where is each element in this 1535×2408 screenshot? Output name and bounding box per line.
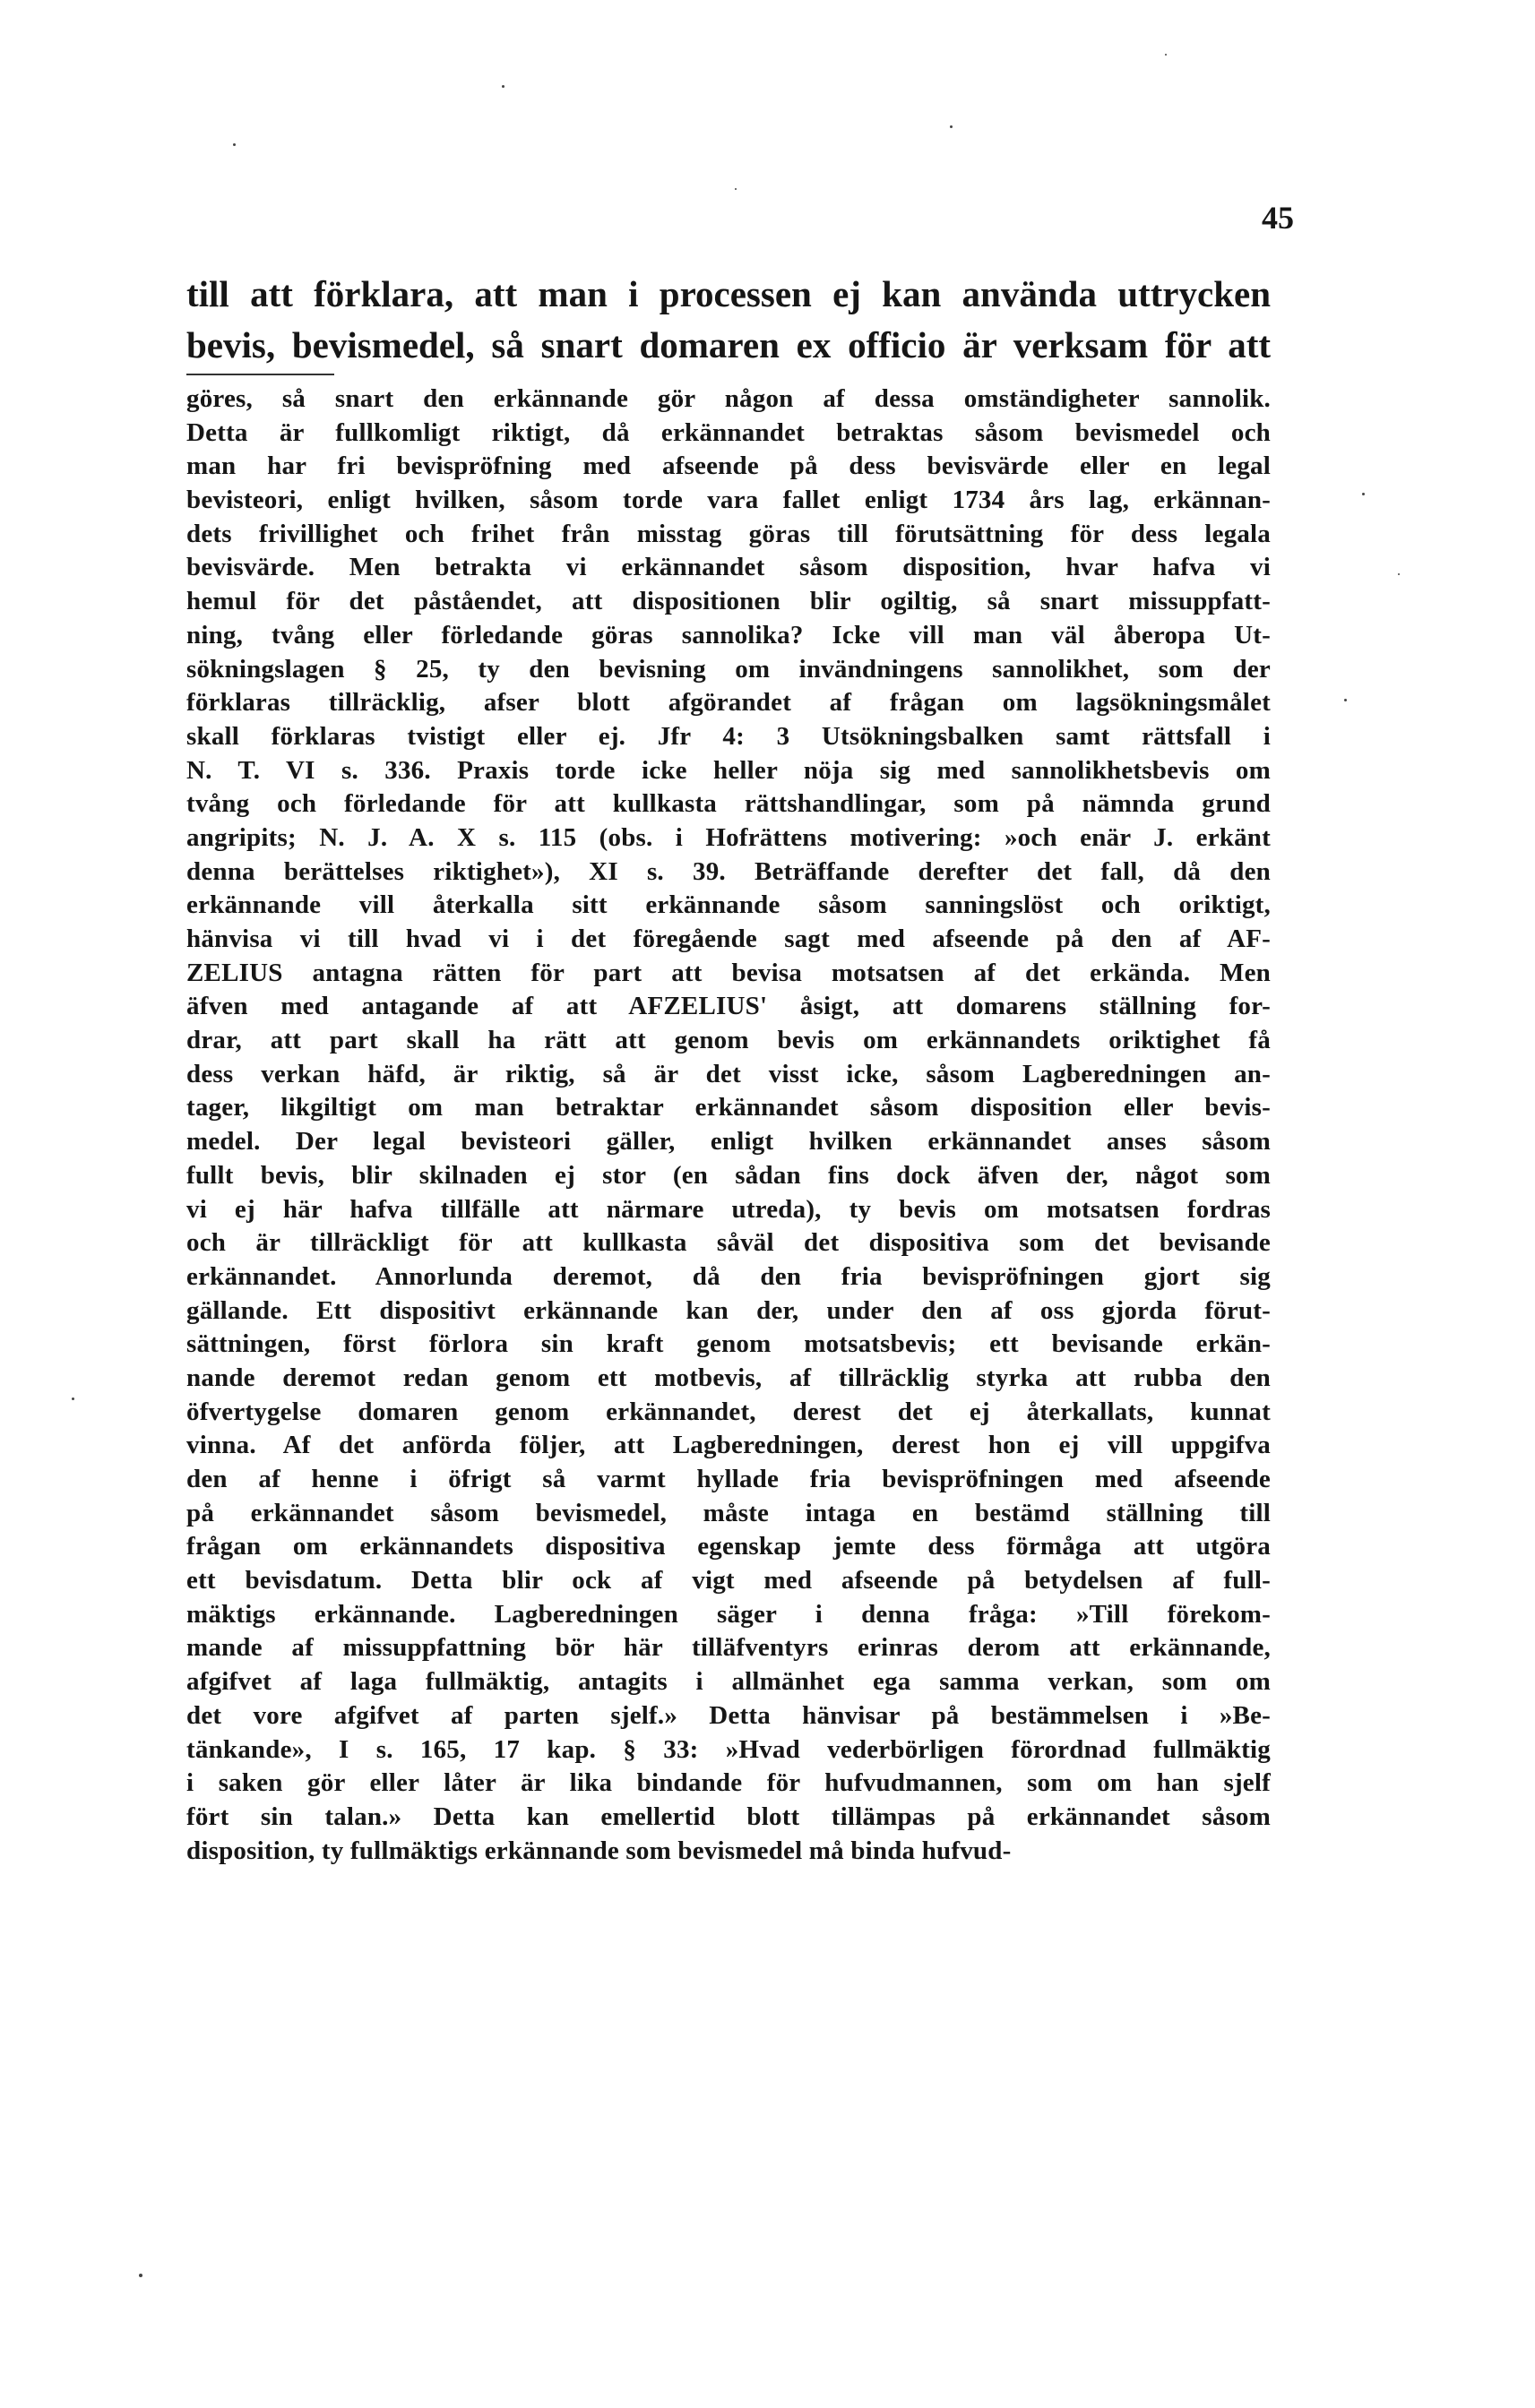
body-line: sättningen, först förlora sin kraft genom motsatsbevis; ett bevisande erkän- <box>186 1329 1271 1359</box>
page-number: 45 <box>1262 200 1294 236</box>
body-line: mäktigs erkännande. Lagberedningen säger i denna fråga: »Till förekom- <box>186 1599 1271 1629</box>
body-line: den af henne i öfrigt så varmt hyllade fria bevispröfningen med afseende <box>186 1465 1271 1493</box>
scan-speck <box>72 1398 74 1400</box>
body-line: hemul för det påståendet, att dispositionen blir ogiltig, så snart missuppfatt- <box>186 587 1271 616</box>
body-line: medel. Der legal bevisteori gäller, enligt hvilken erkännandet anses såsom <box>186 1127 1271 1157</box>
body-line: fört sin talan.» Detta kan emellertid blott tillämpas på erkännandet såsom <box>186 1802 1271 1831</box>
body-line: bevisvärde. Men betrakta vi erkännandet såsom disposition, hvar hafva vi <box>186 553 1271 582</box>
body-line: N. T. VI s. 336. Praxis torde icke heller nöja sig med sannolikhetsbevis om <box>186 755 1271 785</box>
body-line: disposition, ty fullmäktigs erkännande som bevismedel må binda hufvud- <box>186 1836 1012 1865</box>
intro-line: bevis, bevismedel, så snart domaren ex officio är verksam för att <box>186 324 1271 366</box>
intro-line: till att förklara, att man i processen ej kan använda uttrycken <box>186 273 1271 314</box>
body-line: i saken gör eller låter är lika bindande för hufvudmannen, som om han sjelf <box>186 1768 1271 1798</box>
body-line: vi ej här hafva tillfälle att närmare utreda), ty bevis om motsatsen fordras <box>186 1194 1271 1224</box>
body-line: erkännandet. Annorlunda deremot, då den fria bevispröfningen gjort sig <box>186 1261 1271 1291</box>
body-line: tvång och förledande för att kullkasta rättshandlingar, som på nämnda grund <box>186 789 1271 819</box>
body-line: nande deremot redan genom ett motbevis, af tillräcklig styrka att rubba den <box>186 1363 1271 1392</box>
scan-speck <box>139 2274 142 2277</box>
scan-speck <box>1362 493 1365 495</box>
scan-speck <box>502 85 504 88</box>
body-line: bevisteori, enligt hvilken, såsom torde vara fallet enligt 1734 års lag, erkännan- <box>186 486 1271 515</box>
scan-speck <box>1344 699 1347 701</box>
body-line: fullt bevis, blir skilnaden ej stor (en sådan fins dock äfven der, något som <box>186 1160 1271 1190</box>
body-line: det vore afgifvet af parten sjelf.» Detta hänvisar på bestämmelsen i »Be- <box>186 1700 1271 1730</box>
body-line: ning, tvång eller förledande göras sannolika? Icke vill man väl åberopa Ut- <box>186 620 1271 649</box>
body-line: och är tillräckligt för att kullkasta såväl det dispositiva som det bevisande <box>186 1228 1271 1258</box>
intro-paragraph <box>186 269 1271 371</box>
body-line: öfvertygelse domaren genom erkännandet, derest det ej återkallats, kunnat <box>186 1397 1271 1426</box>
body-line: frågan om erkännandets dispositiva egenskap jemte dess förmåga att utgöra <box>186 1532 1271 1561</box>
body-line: förklaras tillräcklig, afser blott afgörandet af frågan om lagsökningsmålet <box>186 688 1271 718</box>
body-line: denna berättelses riktighet»), XI s. 39. Beträffande derefter det fall, då den <box>186 856 1271 886</box>
body-line: göres, så snart den erkännande gör någon af dessa omständigheter sannolik. <box>186 384 1271 413</box>
body-line: afgifvet af laga fullmäktig, antagits i allmänhet ega samma verkan, som om <box>186 1667 1271 1697</box>
body-line: gällande. Ett dispositivt erkännande kan der, under den af oss gjorda förut- <box>186 1295 1271 1325</box>
body-line: på erkännandet såsom bevismedel, måste intaga en bestämd ställning till <box>186 1498 1271 1527</box>
body-line: drar, att part skall ha rätt att genom bevis om erkännandets oriktighet få <box>186 1026 1271 1055</box>
body-line: sökningslagen § 25, ty den bevisning om invändningens sannolikhet, som der <box>186 654 1271 684</box>
body-line: man har fri bevispröfning med afseende på dess bevisvärde eller en legal <box>186 452 1271 481</box>
body-line: vinna. Af det anförda följer, att Lagberedningen, derest hon ej vill uppgifva <box>186 1431 1271 1460</box>
body-line: Detta är fullkomligt riktigt, då erkännandet betraktas såsom bevismedel och <box>186 417 1271 447</box>
body-line: skall förklaras tvistigt eller ej. Jfr 4: 3 Utsökningsbalken samt rättsfall i <box>186 721 1271 751</box>
body-line: dets frivillighet och frihet från misstag göras till förutsättning för dess legala <box>186 519 1271 548</box>
body-line: erkännande vill återkalla sitt erkännande såsom sanningslöst och oriktigt, <box>186 890 1271 920</box>
body-line: äfven med antagande af att AFZELIUS' åsigt, att domarens ställning for- <box>186 992 1271 1021</box>
body-line: mande af missuppfattning bör här tilläfventyrs erinras derom att erkännande, <box>186 1633 1271 1663</box>
body-line: angripits; N. J. A. X s. 115 (obs. i Hofrättens motivering: »och enär J. erkänt <box>186 822 1271 852</box>
body-paragraph <box>186 383 1271 1868</box>
scan-speck <box>1165 54 1167 56</box>
scan-speck <box>233 143 236 146</box>
scan-speck <box>950 125 953 128</box>
body-line: ZELIUS antagna rätten för part att bevisa motsatsen af det erkända. Men <box>186 958 1271 987</box>
body-line: tänkande», I s. 165, 17 kap. § 33: »Hvad vederbörligen förordnad fullmäktig <box>186 1734 1271 1764</box>
scan-speck <box>1398 573 1400 575</box>
body-line: dess verkan häfd, är riktig, så är det visst icke, såsom Lagberedningen an- <box>186 1059 1271 1088</box>
body-line: hänvisa vi till hvad vi i det föregående sagt med afseende på den af AF- <box>186 924 1271 953</box>
scan-speck <box>735 188 737 190</box>
body-line: ett bevisdatum. Detta blir ock af vigt med afseende på betydelsen af full- <box>186 1566 1271 1595</box>
body-line: tager, likgiltigt om man betraktar erkännandet såsom disposition eller bevis- <box>186 1093 1271 1122</box>
underline-rule <box>186 374 334 375</box>
